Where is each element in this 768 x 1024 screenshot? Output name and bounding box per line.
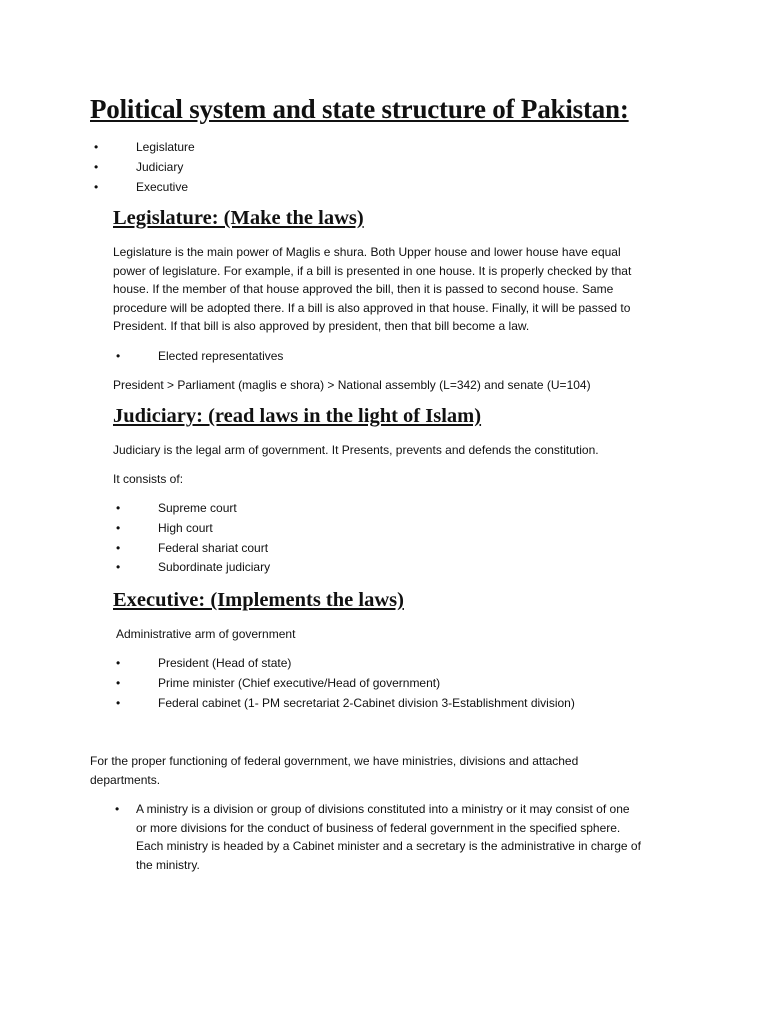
judiciary-consists-label: It consists of:	[113, 472, 184, 486]
judiciary-item-federal-shariat-court: • Federal shariat court	[158, 539, 270, 559]
judiciary-item-supreme-court: • Supreme court	[158, 499, 270, 519]
judiciary-item-subordinate-judiciary: • Subordinate judiciary	[158, 558, 270, 578]
legislature-line: Legislature is the main power of Maglis e shura. Both Upper house and lower house have equal	[113, 245, 621, 259]
overview-item-executive: • Executive	[136, 178, 195, 198]
legislature-heading: Legislature: (Make the laws)	[113, 207, 364, 229]
ministry-bullet-item	[136, 800, 696, 874]
federal-paragraph	[90, 752, 650, 789]
executive-item-federal-cabinet: • Federal cabinet (1- PM secretariat 2-Cabinet division 3-Establishment division)	[158, 694, 575, 714]
executive-subtitle: Administrative arm of government	[116, 627, 296, 641]
legislature-bullets	[158, 347, 283, 367]
judiciary-item-high-court: • High court	[158, 519, 270, 539]
legislature-paragraph	[113, 243, 673, 336]
ministry-line: Each ministry is headed by a Cabinet minister and a secretary is the administrative in charge of	[136, 839, 641, 854]
legislature-line: power of legislature. For example, if a bill is presented in one house. It is properly checked by that	[113, 263, 632, 278]
overview-item-judiciary: • Judiciary	[136, 158, 195, 178]
legislature-hierarchy: President > Parliament (maglis e shora) > National assembly (L=342) and senate (U=104)	[113, 378, 591, 392]
legislature-line: President. If that bill is also approved by president, then that bill become a law.	[113, 319, 530, 334]
judiciary-heading: Judiciary: (read laws in the light of Islam)	[113, 405, 482, 427]
judiciary-list	[158, 499, 270, 578]
page-title: Political system and state structure of Pakistan:	[90, 94, 629, 124]
ministry-line: or more divisions for the conduct of business of federal government in the specified sphere.	[136, 820, 621, 835]
overview-item-legislature: • Legislature	[136, 138, 195, 158]
federal-line: For the proper functioning of federal government, we have ministries, divisions and attached	[90, 754, 579, 768]
ministry-line: the ministry.	[136, 857, 200, 872]
overview-list	[136, 138, 195, 197]
judiciary-description: Judiciary is the legal arm of government. It Presents, prevents and defends the constitution.	[113, 443, 599, 457]
legislature-line: procedure will be adopted there. If a bill is also approved in that house. Finally, it will be passed to	[113, 300, 631, 315]
executive-item-prime-minister: • Prime minister (Chief executive/Head of government)	[158, 674, 575, 694]
elected-representatives-item: • Elected representatives	[158, 347, 283, 367]
legislature-line: house. If the member of that house approved the bill, then it is passed to second house. Same	[113, 282, 614, 297]
federal-line: departments.	[90, 772, 161, 787]
executive-list	[158, 654, 575, 713]
executive-item-president: • President (Head of state)	[158, 654, 575, 674]
ministry-line: • A ministry is a division or group of divisions constituted into a ministry or it may consist of one	[136, 802, 630, 816]
executive-heading: Executive: (Implements the laws)	[113, 589, 404, 611]
